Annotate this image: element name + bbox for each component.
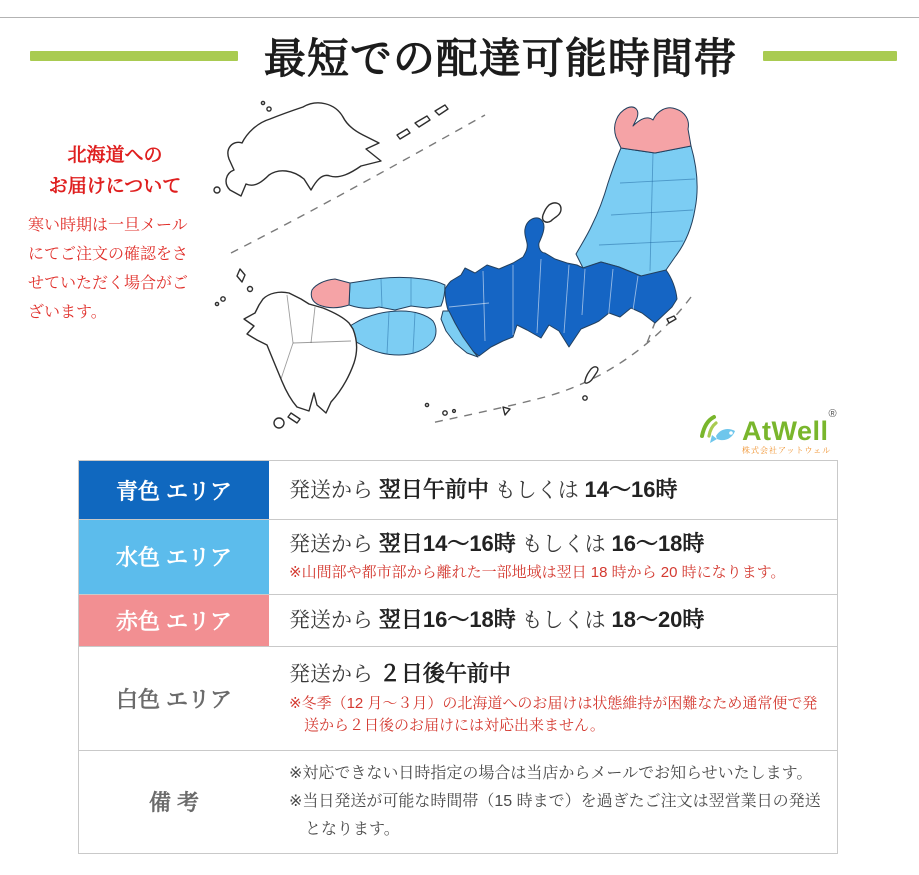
izu-island-1 bbox=[425, 403, 428, 406]
japan-delivery-map bbox=[183, 93, 723, 443]
remarks-note-2: ※当日発送が可能な時間帯（15 時まで）を過ぎたご注文は翌営業日の発送となります。 bbox=[289, 792, 821, 838]
delivery-main-red: 発送から 翌日16〜18時 もしくは 18〜20時 bbox=[289, 607, 705, 633]
table-row-red-area bbox=[79, 594, 837, 646]
island-rebun bbox=[267, 107, 271, 111]
region-tohoku-lightblue bbox=[576, 146, 697, 277]
island-yakushima bbox=[274, 418, 284, 428]
title-accent-bar-right bbox=[763, 51, 897, 61]
island-rishiri bbox=[261, 101, 264, 104]
atwell-logo bbox=[698, 408, 858, 456]
table-row-remarks bbox=[79, 750, 837, 853]
table-row-white-area bbox=[79, 646, 837, 750]
atwell-brand-text: AtWell bbox=[742, 416, 829, 446]
remarks-info bbox=[269, 751, 837, 853]
region-yamaguchi-pink bbox=[311, 279, 350, 308]
island-goto-1 bbox=[221, 297, 225, 301]
island-tanegashima bbox=[288, 413, 300, 423]
kuril-island-2 bbox=[415, 116, 430, 127]
area-label-blue: 青色 エリア bbox=[115, 478, 233, 504]
island-sado bbox=[543, 203, 561, 222]
hokkaido-delivery-note bbox=[28, 140, 202, 327]
top-divider-line bbox=[0, 17, 919, 18]
remarks-label-cell bbox=[79, 751, 269, 853]
area-label-white: 白色 エリア bbox=[115, 686, 233, 712]
delivery-info-blue bbox=[269, 461, 837, 519]
island-tsushima bbox=[237, 269, 245, 282]
page-title: 最短での配達可能時間帯 bbox=[263, 34, 737, 83]
table-row-lightblue-area bbox=[79, 519, 837, 594]
atwell-logo-mark-icon bbox=[698, 414, 742, 448]
note-heading-line2: お届けについて bbox=[48, 176, 182, 198]
island-okinawa bbox=[585, 367, 598, 383]
delivery-info-red bbox=[269, 595, 837, 646]
izu-island-3 bbox=[453, 410, 456, 413]
area-label-cell-blue bbox=[79, 461, 269, 519]
delivery-note-lightblue: ※山間部や都市部から離れた一部地域は翌日 18 時から 20 時になります。 bbox=[289, 564, 786, 582]
area-label-red: 赤色 エリア bbox=[115, 608, 233, 634]
japan-map-svg bbox=[183, 93, 723, 443]
delivery-note-white: ※冬季（12 月〜３月）の北海道へのお届けは状態維持が困難なため通常便で発送から２日後のお届けには対応出来ません。 bbox=[289, 694, 818, 735]
delivery-time-table bbox=[78, 460, 838, 854]
island-amami bbox=[667, 316, 676, 323]
island-okushiri bbox=[214, 187, 220, 193]
island-goto-2 bbox=[215, 302, 218, 305]
table-row-blue-area bbox=[79, 461, 837, 519]
delivery-main-blue: 発送から 翌日午前中 もしくは 14〜16時 bbox=[289, 476, 678, 502]
region-aomori-pink bbox=[615, 107, 691, 153]
area-label-cell-white bbox=[79, 647, 269, 750]
kuril-island-3 bbox=[435, 105, 448, 115]
title-row bbox=[0, 26, 919, 86]
note-heading-line1: 北海道への bbox=[67, 145, 163, 166]
title-accent-bar-left bbox=[30, 51, 238, 61]
region-chugoku-lightblue bbox=[349, 278, 445, 311]
island-iki bbox=[248, 287, 253, 292]
remarks-note-1: ※対応できない日時指定の場合は当店からメールでお知らせいたします。 bbox=[289, 764, 813, 782]
delivery-info-white bbox=[269, 647, 837, 750]
area-label-lightblue: 水色 エリア bbox=[115, 545, 233, 571]
izu-island-2 bbox=[443, 411, 447, 415]
area-label-cell-lightblue bbox=[79, 520, 269, 594]
delivery-main-lightblue: 発送から 翌日14〜16時 もしくは 16〜18時 bbox=[289, 531, 705, 556]
izu-island-4 bbox=[503, 407, 510, 415]
remarks-label: 備 考 bbox=[148, 790, 200, 816]
delivery-main-white: 発送から ２日後午前中 bbox=[289, 661, 511, 687]
area-label-cell-red bbox=[79, 595, 269, 646]
delivery-info-lightblue bbox=[269, 520, 837, 594]
atwell-company-name: 株式会社アットウェル bbox=[742, 446, 832, 455]
region-hokkaido-white bbox=[226, 103, 381, 196]
note-body: 寒い時期は一旦メールにてご注文の確認をさせていただく場合がございます。 bbox=[28, 216, 189, 322]
registered-trademark-mark: ® bbox=[828, 408, 837, 420]
izu-island-5 bbox=[583, 396, 587, 400]
region-kyushu-white bbox=[244, 292, 357, 413]
kuril-island-1 bbox=[397, 129, 410, 139]
